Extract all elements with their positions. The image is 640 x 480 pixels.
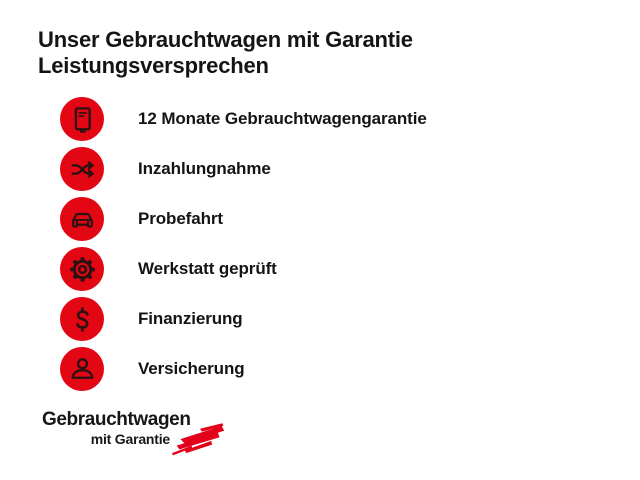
benefit-list (60, 94, 427, 394)
benefit-row-workshop (60, 244, 427, 294)
brand-logo (42, 410, 242, 447)
benefit-label: Finanzierung (138, 309, 243, 328)
icon-circle (60, 147, 104, 191)
dollar-icon (66, 303, 99, 336)
icon-circle (60, 197, 104, 241)
benefit-row-trade-in (60, 144, 427, 194)
brand-tagline: mit Garantie (90, 431, 170, 447)
benefit-row-financing (60, 294, 427, 344)
benefit-label: 12 Monate Gebrauchtwagengarantie (138, 109, 427, 128)
benefit-label: Versicherung (138, 359, 245, 378)
icon-circle (60, 297, 104, 341)
benefit-label: Inzahlungnahme (138, 159, 271, 178)
benefit-row-test-drive (60, 194, 427, 244)
gear-icon (66, 253, 99, 286)
warranty-booklet-icon (66, 103, 99, 136)
icon-circle (60, 347, 104, 391)
person-icon (66, 353, 99, 386)
brand-swoosh-icon (172, 423, 228, 457)
icon-circle (60, 247, 104, 291)
benefit-row-insurance (60, 344, 427, 394)
benefit-label: Werkstatt geprüft (138, 259, 277, 278)
page-title-line-1: Unser Gebrauchtwagen mit Garantie (38, 27, 413, 52)
car-icon (66, 203, 99, 236)
benefit-label: Probefahrt (138, 209, 223, 228)
benefit-row-warranty (60, 94, 427, 144)
icon-circle (60, 97, 104, 141)
page-title (38, 27, 413, 79)
page-title-line-2: Leistungsversprechen (38, 53, 269, 78)
brand-name: Gebrauchtwagen (42, 409, 191, 430)
trade-in-shuffle-icon (66, 153, 99, 186)
